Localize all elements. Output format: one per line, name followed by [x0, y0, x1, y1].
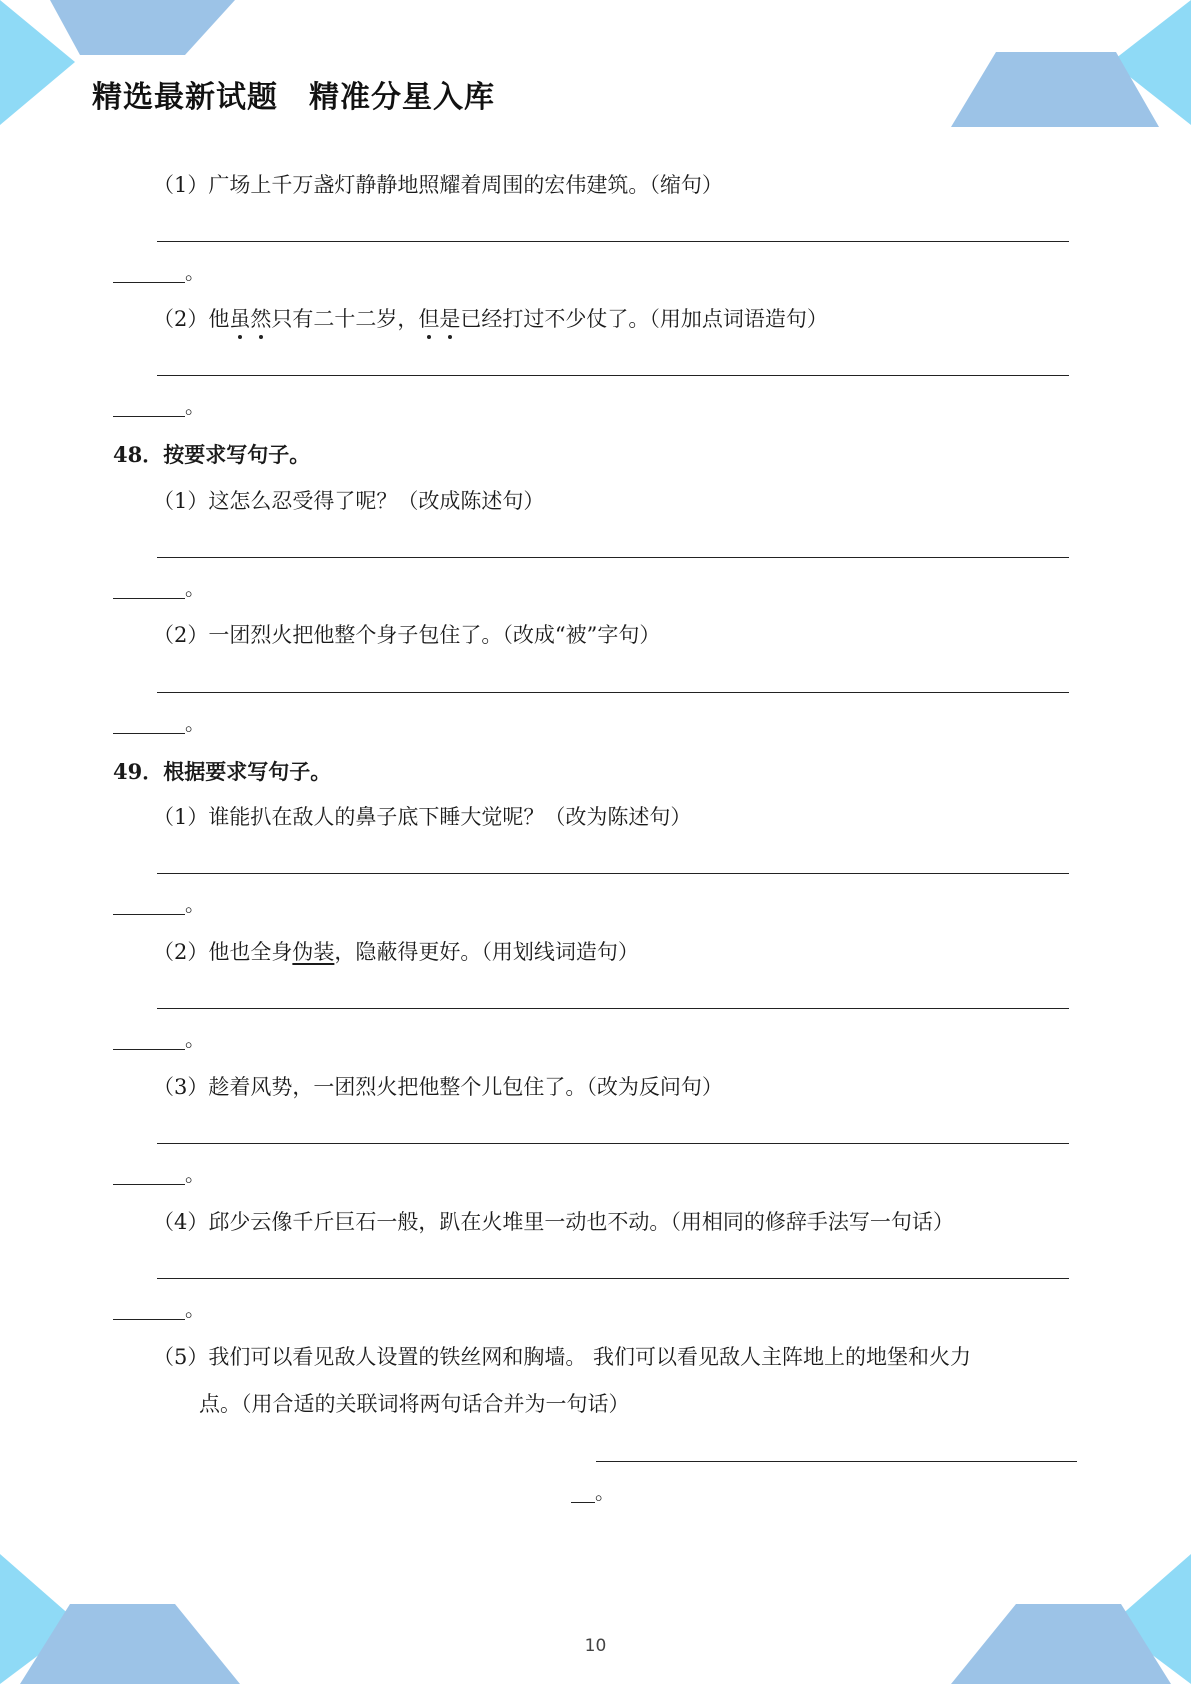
question-49-title: 49．根据要求写句子。 — [113, 759, 332, 784]
answer-line — [157, 1143, 1069, 1144]
answer-line-tail: 。 — [113, 1029, 205, 1053]
corner-decoration-bottom-left — [0, 1544, 260, 1684]
answer-line-tail: 。 — [113, 894, 205, 918]
answer-line — [157, 557, 1069, 558]
page-number: 10 — [584, 1636, 607, 1656]
answer-line — [596, 1461, 1077, 1462]
dotted-char: 虽 — [229, 307, 251, 331]
answer-line-tail: 。 — [113, 1164, 205, 1188]
question-49-2: （2）他也全身伪装，隐蔽得更好。（用划线词造句） — [153, 940, 639, 964]
answer-line-tail: 。 — [113, 1299, 205, 1323]
answer-line — [157, 241, 1069, 242]
answer-line — [157, 375, 1069, 376]
corner-decoration-bottom-right — [931, 1544, 1191, 1684]
answer-line-tail: 。 — [113, 713, 205, 737]
question-47-1: （1）广场上千万盏灯静静地照耀着周围的宏伟建筑。（缩句） — [153, 173, 723, 197]
dotted-char: 是 — [439, 307, 461, 331]
question-48-title: 48．按要求写句子。 — [113, 442, 311, 467]
question-48-2: （2）一团烈火把他整个身子包住了。（改成“被”字句） — [153, 623, 661, 647]
answer-line — [157, 1008, 1069, 1009]
question-49-5-line1: （5）我们可以看见敌人设置的铁丝网和胸墙。 我们可以看见敌人主阵地上的地堡和火力 — [153, 1345, 972, 1369]
dotted-char: 但 — [418, 307, 440, 331]
answer-line — [157, 873, 1069, 874]
answer-line-tail: 。 — [113, 262, 205, 286]
answer-line-tail: 。 — [571, 1482, 615, 1506]
question-49-4: （4）邱少云像千斤巨石一般，趴在火堆里一动也不动。（用相同的修辞手法写一句话） — [153, 1210, 954, 1234]
answer-line — [157, 692, 1069, 693]
question-48-1: （1）这怎么忍受得了呢？（改成陈述句） — [153, 489, 545, 513]
answer-line-tail: 。 — [113, 396, 205, 420]
question-47-2: （2）他虽然只有二十二岁，但是已经打过不少仗了。（用加点词语造句） — [153, 307, 828, 331]
page-header-title: 精选最新试题 精准分星入库 — [92, 80, 495, 115]
dotted-char: 然 — [250, 307, 272, 331]
corner-decoration-top-right — [931, 0, 1191, 130]
question-49-5-line2: 点。（用合适的关联词将两句话合并为一句话） — [199, 1392, 630, 1416]
question-49-1: （1）谁能扒在敌人的鼻子底下睡大觉呢？（改为陈述句） — [153, 805, 692, 829]
answer-line-tail: 。 — [113, 578, 205, 602]
underlined-word: 伪装 — [292, 940, 335, 964]
answer-line — [157, 1278, 1069, 1279]
question-49-3: （3）趁着风势，一团烈火把他整个儿包住了。（改为反问句） — [153, 1075, 723, 1099]
